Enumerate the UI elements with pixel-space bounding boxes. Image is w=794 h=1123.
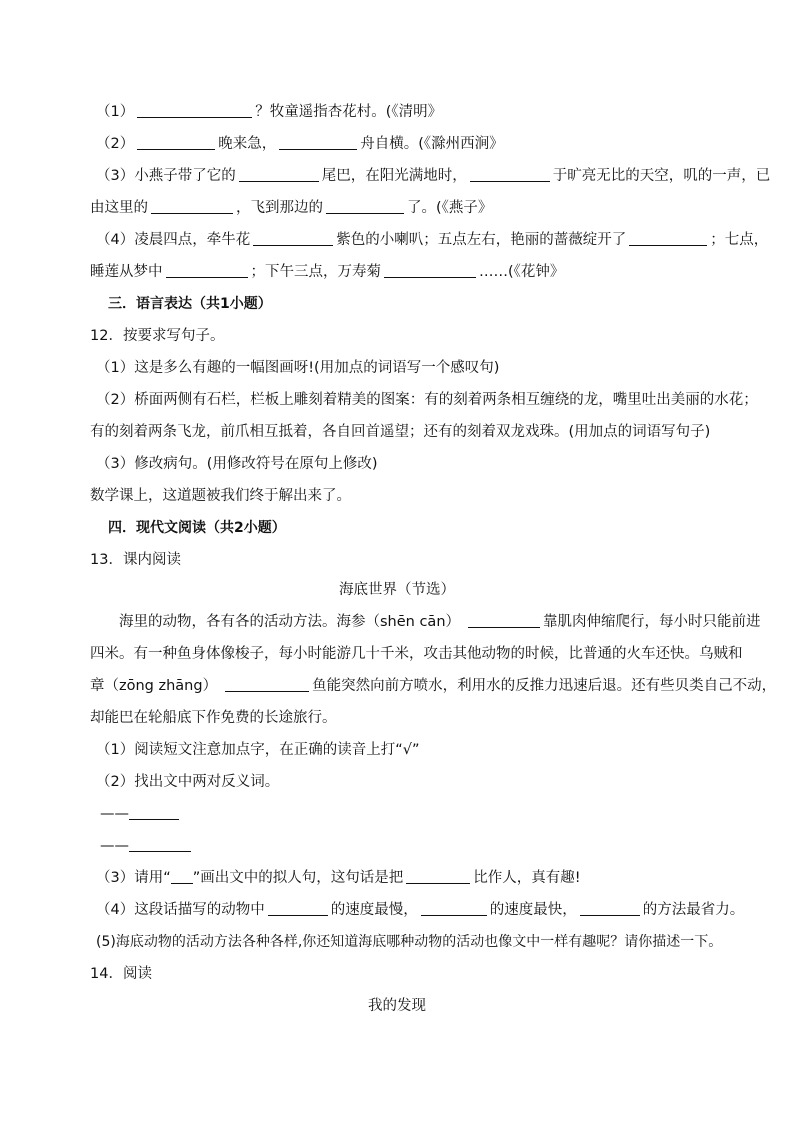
section-4-title: 四．现代文阅读（共2小题） <box>108 520 286 536</box>
answer-blank[interactable] <box>580 901 640 916</box>
question-14-title: 14．阅读 <box>90 966 152 982</box>
answer-blank[interactable] <box>326 199 404 214</box>
poem-line-3: （3）小燕子带了它的 尾巴，在阳光满地时， 于旷亮无比的天空，叽的一声，已 <box>96 168 771 184</box>
poem-line-1: （1） ？牧童遥指杏花村。(《清明》 <box>96 104 443 120</box>
antonym-pair-2: —— <box>100 836 194 856</box>
passage-line-2: 四米。有一种鱼身体像梭子，每小时能游几十千米，攻击其他动物的时候，比普通的火车还快。乌贼和 <box>90 646 743 662</box>
passage-line-1: 海里的动物，各有各的活动方法。海参（shēn cān） 靠肌肉伸缩爬行，每小时只能前进 <box>119 614 761 630</box>
answer-blank[interactable] <box>468 613 540 628</box>
q12-item-2-cont: 有的刻着两条飞龙，前爪相互抵着，各自回首遥望；还有的刻着双龙戏珠。(用加点的词语写句子) <box>90 424 711 440</box>
poem-line-2: （2） 晚来急， 舟自横。(《滁州西涧》 <box>96 136 504 152</box>
antonym-pair-1: —— <box>100 804 182 824</box>
q12-item-2: （2）桥面两侧有石栏，栏板上雕刻着精美的图案：有的刻着两条相互缠绕的龙，嘴里吐出美丽的水花； <box>96 392 758 408</box>
answer-blank[interactable] <box>268 901 328 916</box>
answer-blank[interactable] <box>421 901 487 916</box>
question-13-title: 13．课内阅读 <box>90 552 181 568</box>
passage-line-3: 章（zōng zhāng） 鱼能突然向前方喷水，利用水的反推力迅速后退。还有些贝类自己不动， <box>90 678 777 694</box>
q12-item-1: （1）这是多么有趣的一幅图画呀!(用加点的词语写一个感叹句) <box>96 360 500 376</box>
answer-blank[interactable] <box>384 263 476 278</box>
q13-item-5: (5)海底动物的活动方法各种各样,你还知道海底哪种动物的活动也像文中一样有趣呢？请你描述一下。 <box>96 934 723 950</box>
question-12-title: 12．按要求写句子。 <box>90 328 225 344</box>
passage-line-4: 却能巴在轮船底下作免费的长途旅行。 <box>90 710 337 726</box>
answer-blank[interactable] <box>129 805 179 820</box>
answer-blank[interactable] <box>137 135 215 150</box>
answer-blank[interactable] <box>279 135 357 150</box>
answer-blank[interactable] <box>129 837 191 852</box>
answer-blank[interactable] <box>406 869 470 884</box>
poem-line-6: 睡莲从梦中 ；下午三点，万寿菊 ……(《花钟》 <box>90 264 565 280</box>
answer-blank[interactable] <box>137 103 252 118</box>
answer-blank[interactable] <box>225 677 309 692</box>
section-3-title: 三．语言表达（共1小题） <box>108 296 272 312</box>
underline-sample <box>171 869 193 884</box>
q13-item-3: （3）请用“ ”画出文中的拟人句，这句话是把 比作人，真有趣! <box>96 870 581 886</box>
q13-item-4: （4）这段话描写的动物中 的速度最慢， 的速度最快， 的方法最省力。 <box>96 902 745 918</box>
answer-blank[interactable] <box>629 231 707 246</box>
answer-blank[interactable] <box>166 263 248 278</box>
passage-title-13: 海底世界（节选） <box>339 582 455 598</box>
q13-item-2: （2）找出文中两对反义词。 <box>96 774 280 790</box>
q13-item-1: （1）阅读短文注意加点字，在正确的读音上打“√” <box>96 742 420 758</box>
answer-blank[interactable] <box>151 199 233 214</box>
answer-blank[interactable] <box>253 231 333 246</box>
passage-title-14: 我的发现 <box>368 998 426 1014</box>
answer-blank[interactable] <box>239 167 319 182</box>
poem-line-5: （4）凌晨四点，牵牛花 紫色的小喇叭；五点左右，艳丽的蔷薇绽开了 ；七点， <box>96 232 769 248</box>
answer-blank[interactable] <box>470 167 550 182</box>
q12-item-3: （3）修改病句。(用修改符号在原句上修改) <box>96 456 378 472</box>
poem-line-4: 由这里的 ，飞到那边的 了。(《燕子》 <box>90 200 493 216</box>
q12-item-3-sentence: 数学课上，这道题被我们终于解出来了。 <box>90 488 351 504</box>
